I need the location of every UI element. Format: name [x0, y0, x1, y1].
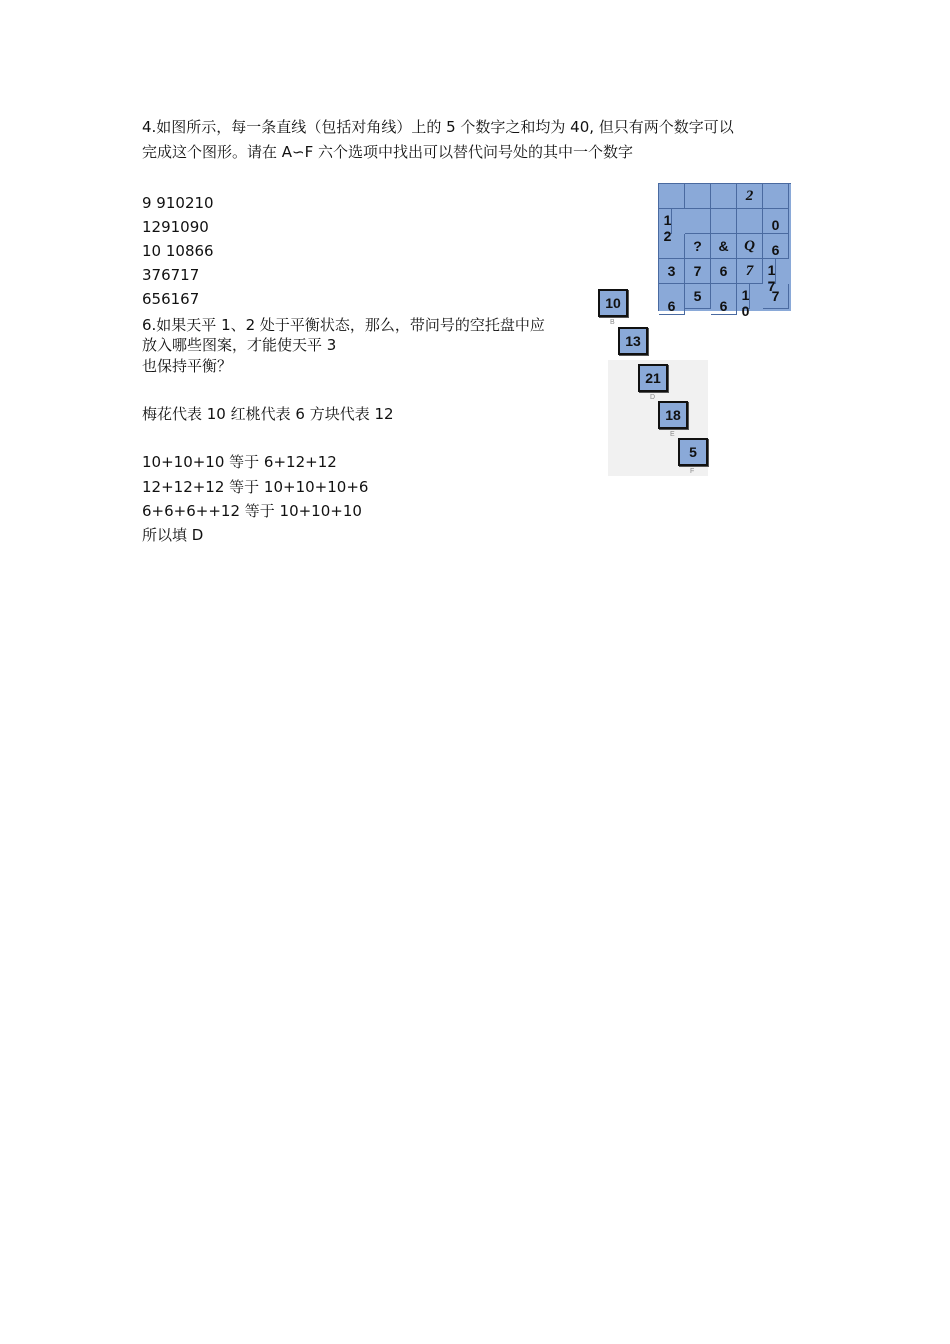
grid-cell	[659, 234, 685, 259]
option-b-value: 10	[598, 289, 628, 317]
option-f-value: 5	[678, 438, 708, 466]
option-b-letter: B	[610, 319, 615, 326]
option-f	[678, 438, 708, 475]
grid-cell: 6	[711, 284, 737, 315]
question-4-line-1: 4.如图所示，每一条直线（包括对角线）上的 5 个数字之和均为 40, 但只有两个数字可以	[142, 118, 734, 136]
grid-cell: 7	[685, 259, 711, 284]
grid-cell: 6	[711, 259, 737, 284]
question-6-line-2: 放入哪些图案，才能使天平 3	[142, 336, 337, 354]
row-3: 10 10866	[142, 242, 214, 260]
row-4: 376717	[142, 266, 200, 284]
grid-cell-ampersand: &	[711, 234, 737, 259]
grid-cell-q: Q	[737, 234, 763, 259]
grid-cell: 7	[737, 259, 763, 284]
option-e-value: 18	[658, 401, 688, 429]
option-e	[658, 401, 688, 438]
option-d	[638, 364, 668, 401]
grid-cell: 6	[763, 234, 789, 259]
grid-cell: 3	[659, 259, 685, 284]
question-4-line-2: 完成这个图形。请在 A∽F 六个选项中找出可以替代问号处的其中一个数字	[142, 143, 633, 161]
option-c-value: 13	[618, 327, 648, 355]
grid-cell	[711, 209, 737, 234]
grid-cell: 1 7	[768, 259, 776, 284]
answer: 所以填 D	[142, 526, 204, 544]
grid-cell: 0	[763, 209, 789, 234]
grid-cell: 6	[659, 284, 685, 315]
option-d-value: 21	[638, 364, 668, 392]
row-2: 1291090	[142, 218, 209, 236]
row-5: 656167	[142, 290, 200, 308]
grid-cell	[763, 184, 789, 209]
question-6-line-3: 也保持平衡？	[142, 357, 233, 375]
option-f-letter: F	[690, 468, 695, 475]
equation-2: 12+12+12 等于 10+10+10+6	[142, 478, 369, 496]
row-1: 9 910210	[142, 194, 214, 212]
equation-3: 6+6+6++12 等于 10+10+10	[142, 502, 362, 520]
option-d-letter: D	[650, 394, 656, 401]
grid-cell	[659, 184, 685, 209]
grid-cell: 2	[737, 184, 763, 209]
grid-cell: 1 0	[742, 284, 750, 309]
equation-1: 10+10+10 等于 6+12+12	[142, 453, 337, 471]
option-b	[598, 289, 628, 326]
grid-cell	[711, 184, 737, 209]
grid-cell	[737, 209, 763, 234]
values-legend: 梅花代表 10 红桃代表 6 方块代表 12	[142, 405, 394, 423]
grid-cell: 1 2	[664, 209, 672, 234]
grid-cell	[685, 184, 711, 209]
grid-cell: 7	[763, 284, 789, 309]
grid-cell-question-mark: ?	[685, 234, 711, 259]
number-grid	[658, 183, 791, 319]
grid-cell: 5	[685, 284, 711, 309]
grid-cell	[685, 209, 711, 234]
question-6-line-1: 6.如果天平 1、2 处于平衡状态，那么，带问号的空托盘中应	[142, 316, 545, 334]
option-c	[618, 327, 648, 355]
option-e-letter: E	[670, 431, 675, 438]
